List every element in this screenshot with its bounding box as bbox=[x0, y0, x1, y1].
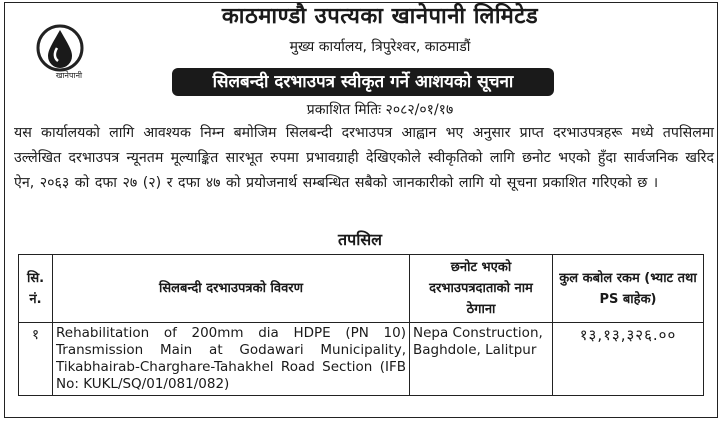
column-header-bidder: छनोट भएको दरभाउपत्रदाताको नाम ठेगाना bbox=[410, 255, 553, 323]
table-row bbox=[19, 323, 704, 396]
column-header-description: सिलबन्दी दरभाउपत्रको विवरण bbox=[53, 255, 410, 323]
column-header-amount: कुल कबोल रकम (भ्याट तथा PS बाहेक) bbox=[553, 255, 704, 323]
schedule-header-row bbox=[19, 255, 704, 323]
schedule-heading: तपसिल bbox=[337, 230, 383, 249]
organization-name: काठमाण्डौ उपत्यका खानेपानी लिमिटेड bbox=[221, 4, 539, 29]
notice-title-banner: सिलबन्दी दरभाउपत्र स्वीकृत गर्ने आशयको सूचना bbox=[172, 68, 554, 96]
row-amount: १३,१३,३२६.०० bbox=[553, 323, 704, 396]
schedule-table bbox=[18, 254, 704, 396]
row-description: Rehabilitation of 200mm dia HDPE (PN 10) Transmission Main at Godawari Municipality, Tikabhairab-Charghare-Tahakhel Road Section (IFB No: KUKL/SQ/01/081/082) bbox=[53, 323, 410, 396]
row-sn: १ bbox=[19, 323, 53, 396]
column-header-sn: सि. नं. bbox=[19, 255, 53, 323]
published-date: प्रकाशित मितिः २०८२/०१/१७ bbox=[306, 102, 454, 118]
notice-body: यस कार्यालयको लागि आवश्यक निम्न बमोजिम सिलबन्दी दरभाउपत्र आह्वान भए अनुसार प्राप्त दरभाउपत्रहरू मध्ये तपसिलमा उल्लेखित दरभाउपत्र न्यूनतम मूल्याङ्कित सारभूत रुपमा प्रभावग्राही देखिएकोले स्वीकृतिको लागि छनोट भएको हुँदा सार्वजनिक खरिद ऐन, २०६३ को दफा २७ (२) र दफा ४७ को प्रयोजनार्थ सम्बन्धित सबैको जानकारीको लागि यो सूचना प्रकाशित गरिएको छ । bbox=[14, 125, 714, 191]
row-bidder: Nepa Construction, Baghdole, Lalitpur bbox=[410, 323, 553, 396]
logo-caption: खानेपानी bbox=[55, 71, 83, 80]
office-address: मुख्य कार्यालय, त्रिपुरेश्वर, काठमाडौं bbox=[289, 39, 471, 55]
